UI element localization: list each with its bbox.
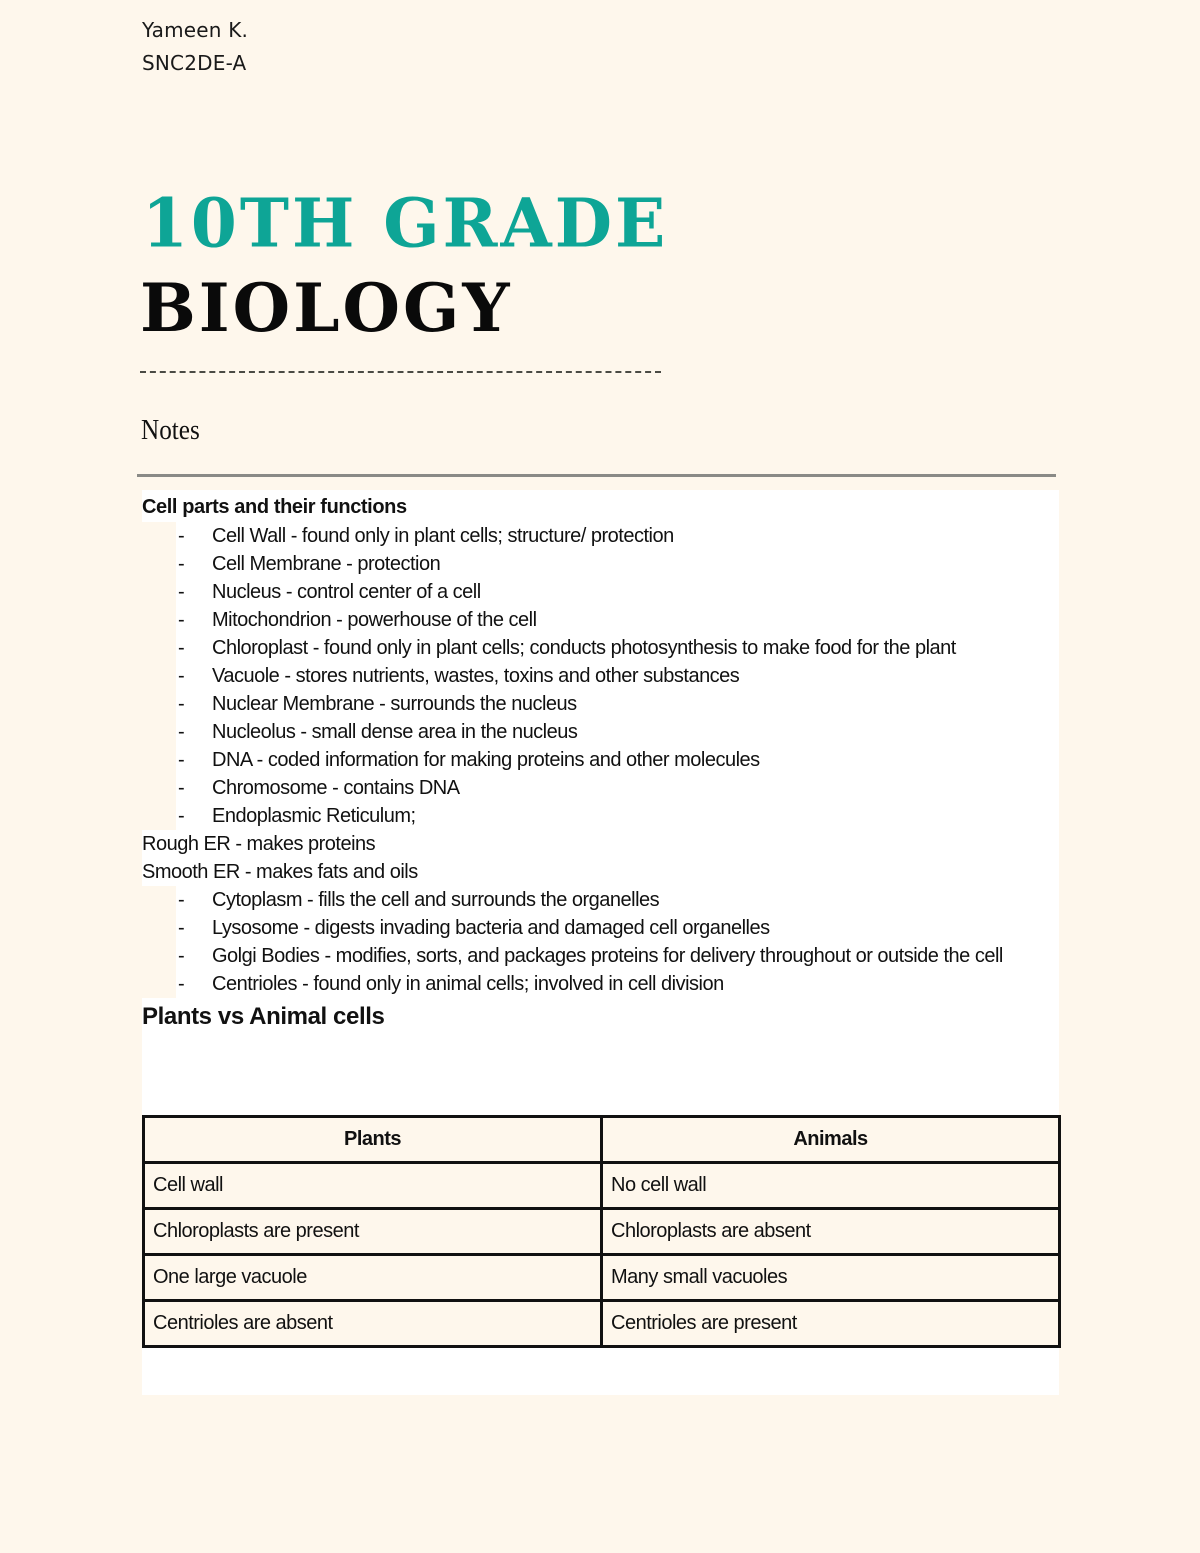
bullet-dash-icon: -: [178, 553, 185, 575]
bullet-dash-icon: -: [178, 665, 185, 687]
list-item: [142, 690, 1059, 718]
table-row: [144, 1163, 1060, 1209]
table-cell: Centrioles are absent: [144, 1301, 602, 1347]
notes-label: Notes: [141, 415, 200, 446]
list-item: [142, 942, 1059, 970]
list-item: [142, 914, 1059, 942]
list-item-text: Centrioles - found only in animal cells; involved in cell division: [212, 973, 724, 995]
column-header-plants: Plants: [144, 1117, 602, 1163]
table-header-row: [144, 1117, 1060, 1163]
list-item-text: Chromosome - contains DNA: [212, 777, 460, 799]
section-divider: [137, 474, 1056, 477]
bullet-dash-icon: -: [178, 525, 185, 547]
list-item: [142, 746, 1059, 774]
list-item-text: Endoplasmic Reticulum;: [212, 805, 416, 827]
bullet-dash-icon: -: [178, 609, 185, 631]
cell-parts-list-2: [142, 886, 1059, 998]
list-item: [142, 886, 1059, 914]
table-cell: No cell wall: [602, 1163, 1060, 1209]
bullet-dash-icon: -: [178, 721, 185, 743]
list-item-text: Nuclear Membrane - surrounds the nucleus: [212, 693, 577, 715]
list-item-text: Golgi Bodies - modifies, sorts, and packages proteins for delivery throughout or outside the cell: [212, 945, 1003, 967]
cell-parts-heading: Cell parts and their functions: [142, 496, 407, 518]
cell-parts-list-1: [142, 522, 1059, 830]
bullet-dash-icon: -: [178, 917, 185, 939]
comparison-heading: Plants vs Animal cells: [142, 1003, 385, 1030]
column-header-animals: Animals: [602, 1117, 1060, 1163]
list-item-text: Chloroplast - found only in plant cells; conducts photosynthesis to make food for the plant: [212, 637, 956, 659]
title-underline-divider: [140, 371, 661, 373]
table-cell: Many small vacuoles: [602, 1255, 1060, 1301]
list-item: [142, 606, 1059, 634]
title-subject: BIOLOGY: [140, 269, 513, 347]
list-item: [142, 802, 1059, 830]
bullet-dash-icon: -: [178, 637, 185, 659]
author-name: Yameen K.: [142, 18, 249, 42]
title-grade: 10TH GRADE: [142, 183, 669, 263]
table-row: [144, 1255, 1060, 1301]
list-item: [142, 550, 1059, 578]
bullet-dash-icon: -: [178, 805, 185, 827]
table-cell: Chloroplasts are absent: [602, 1209, 1060, 1255]
list-item-text: Cell Wall - found only in plant cells; structure/ protection: [212, 525, 674, 547]
list-item: [142, 634, 1059, 662]
notes-content: [142, 492, 1059, 1034]
table-cell: One large vacuole: [144, 1255, 602, 1301]
list-item: [142, 718, 1059, 746]
bullet-dash-icon: -: [178, 693, 185, 715]
table-cell: Chloroplasts are present: [144, 1209, 602, 1255]
smooth-er-line: Smooth ER - makes fats and oils: [142, 861, 418, 883]
list-item-text: Nucleus - control center of a cell: [212, 581, 481, 603]
document-header: [142, 14, 248, 80]
table-cell: Cell wall: [144, 1163, 602, 1209]
table-row: [144, 1301, 1060, 1347]
bullet-dash-icon: -: [178, 777, 185, 799]
rough-er-line: Rough ER - makes proteins: [142, 833, 376, 855]
list-item-text: Vacuole - stores nutrients, wastes, toxins and other substances: [212, 665, 740, 687]
bullet-dash-icon: -: [178, 945, 185, 967]
list-item-text: Cell Membrane - protection: [212, 553, 441, 575]
list-item: [142, 522, 1059, 550]
list-item: [142, 970, 1059, 998]
list-item: [142, 662, 1059, 690]
list-item-text: Cytoplasm - fills the cell and surrounds the organelles: [212, 889, 660, 911]
bullet-dash-icon: -: [178, 889, 185, 911]
table-row: [144, 1209, 1060, 1255]
list-item-text: Mitochondrion - powerhouse of the cell: [212, 609, 537, 631]
plant-animal-comparison-table: [142, 1115, 1061, 1348]
list-item: [142, 578, 1059, 606]
bullet-dash-icon: -: [178, 749, 185, 771]
table-cell: Centrioles are present: [602, 1301, 1060, 1347]
list-item-text: Nucleolus - small dense area in the nucleus: [212, 721, 578, 743]
bullet-dash-icon: -: [178, 581, 185, 603]
list-item-text: DNA - coded information for making proteins and other molecules: [212, 749, 760, 771]
list-item: [142, 774, 1059, 802]
bullet-dash-icon: -: [178, 973, 185, 995]
list-item-text: Lysosome - digests invading bacteria and damaged cell organelles: [212, 917, 770, 939]
course-code: SNC2DE-A: [142, 51, 247, 75]
